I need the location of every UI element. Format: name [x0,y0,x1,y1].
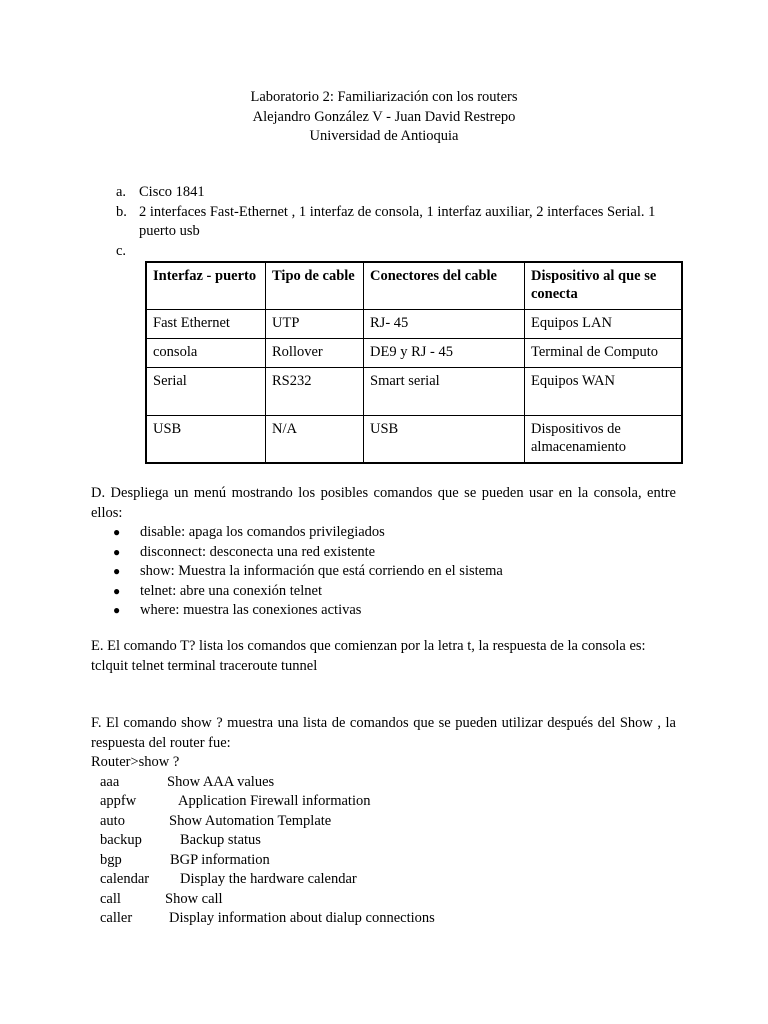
command-row [91,909,676,929]
section-e [91,637,676,676]
list-item-b [116,203,686,242]
command-row [91,792,676,812]
table-cell: N/A [266,416,364,464]
table-cell: USB [146,416,266,464]
command-row [91,890,676,910]
command-name: bgp [100,851,122,868]
table-cell: consola [146,339,266,368]
section-d-intro: D. Despliega un menú mostrando los posibles comandos que se pueden usar en la consola, entre ellos: [91,485,676,521]
list-marker: c. [116,242,127,259]
table-header-cell: Dispositivo al que se conecta [525,262,683,310]
table-cell: Equipos LAN [525,310,683,339]
command-name: call [100,890,121,907]
lettered-list [116,183,686,261]
command-description: Show call [165,890,223,907]
table-header-row [146,262,682,310]
table-row [146,310,682,339]
router-prompt: Router>show ? [91,754,180,770]
bullet-item: ● telnet: abre una conexión telnet [91,582,676,602]
table-cell: DE9 y RJ - 45 [364,339,525,368]
command-description: Show AAA values [167,773,275,790]
command-name: auto [100,812,125,829]
list-item-text: 2 interfaces Fast-Ethernet , 1 interfaz de consola, 1 interfaz auxiliar, 2 interfaces Serial. 1 puerto usb [139,203,656,239]
list-marker: b. [116,203,127,220]
bullet-item: ● disable: apaga los comandos privilegiados [91,523,676,543]
table-cell: Rollover [266,339,364,368]
command-name: calendar [100,871,150,887]
list-item-a [116,183,686,203]
bullet-item: ● disconnect: desconecta una red existente [91,543,676,563]
section-e-text: E. El comando T? lista los comandos que comienzan por la letra t, la respuesta de la consola es: [91,638,646,654]
bullet-icon: ● [113,564,121,578]
interfaces-table [145,261,683,464]
commands-bullet-list [91,523,676,621]
table-row [146,339,682,368]
command-name: backup [100,832,142,848]
bullet-item: ● where: muestra las conexiones activas [91,601,676,621]
table-cell: USB [364,416,525,464]
section-f-text: F. El comando show ? muestra una lista de comandos que se pueden utilizar después del Show , la respuesta del router fue: [91,715,676,751]
command-row [91,870,676,890]
table-cell: RJ- 45 [364,310,525,339]
table-cell: RS232 [266,368,364,416]
command-row [91,851,676,871]
command-description: BGP information [170,851,270,868]
command-row [91,812,676,832]
section-e-response: tclquit telnet terminal traceroute tunnel [91,657,318,674]
list-item-c [116,242,686,262]
section-d [91,484,676,621]
table-cell: Terminal de Computo [525,339,683,368]
list-marker: a. [116,184,127,200]
bullet-icon: ● [113,603,121,617]
show-command-list [91,773,676,929]
header-authors: Alejandro González V - Juan David Restrepo [252,108,516,125]
table-cell: Serial [146,368,266,416]
list-item-text: Cisco 1841 [139,184,205,200]
command-name: appfw [100,793,137,809]
command-description: Display the hardware calendar [180,871,357,887]
section-f [91,714,676,929]
command-row [91,831,676,851]
command-row [91,773,676,793]
command-name: caller [100,910,133,926]
header-title: Laboratorio 2: Familiarización con los routers [250,89,518,105]
table-row [146,368,682,416]
command-description: Backup status [180,832,261,848]
command-description: Application Firewall information [178,793,371,809]
table-cell: Dispositivos de almacenamiento [525,416,683,464]
table-cell: Equipos WAN [525,368,683,416]
bullet-icon: ● [113,583,121,598]
bullet-item: ● show: Muestra la información que está corriendo en el sistema [91,562,676,582]
table-cell: UTP [266,310,364,339]
command-description: Show Automation Template [169,812,332,829]
table-row [146,416,682,464]
table-header-cell: Conectores del cable [364,262,525,310]
table-header-cell: Tipo de cable [266,262,364,310]
table-cell: Fast Ethernet [146,310,266,339]
table-cell: Smart serial [364,368,525,416]
bullet-icon: ● [113,544,121,559]
document-header [0,88,768,147]
header-university: Universidad de Antioquia [309,128,459,144]
command-description: Display information about dialup connections [169,910,435,926]
bullet-icon: ● [113,525,121,539]
table-header-cell: Interfaz - puerto [146,262,266,310]
command-name: aaa [100,773,120,790]
